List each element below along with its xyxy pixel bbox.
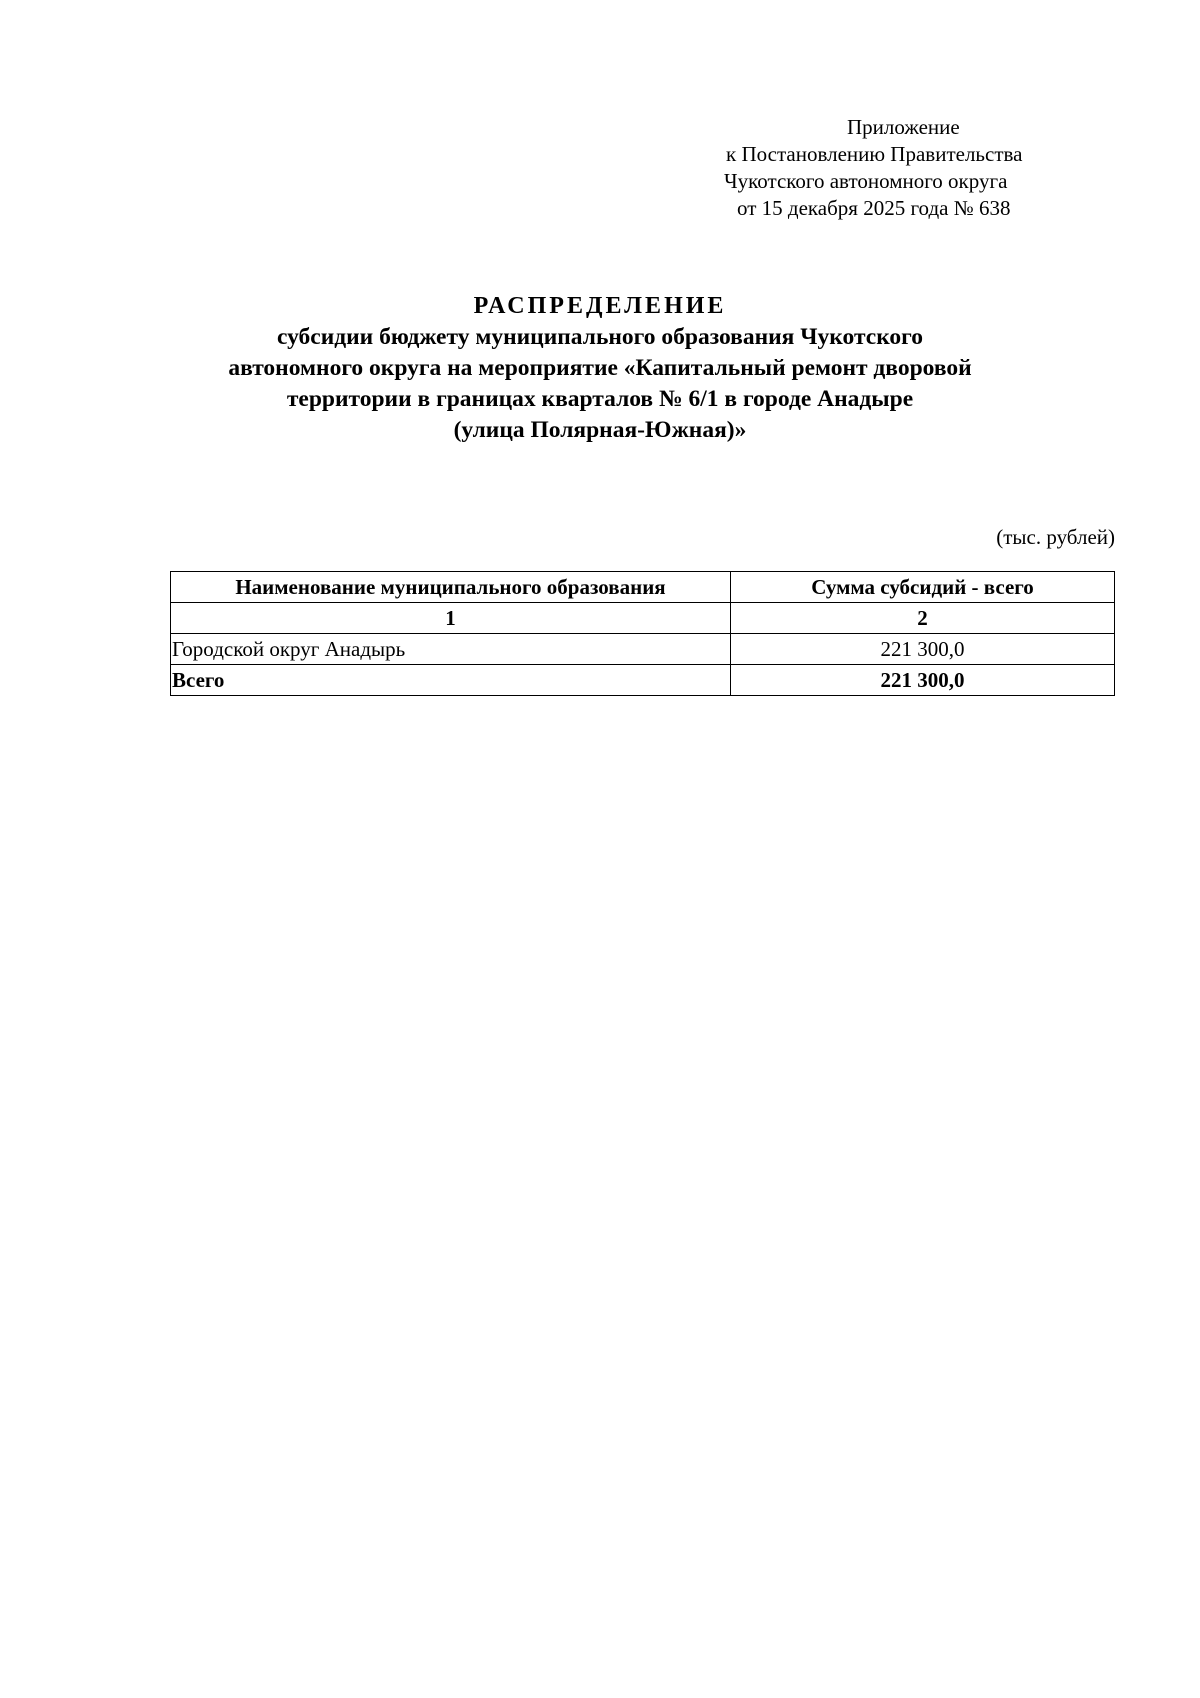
table-header-row xyxy=(171,572,1115,603)
appendix-line-4: от 15 декабря 2025 года № 638 xyxy=(737,196,1011,220)
document-title xyxy=(150,291,1050,446)
title-main: РАСПРЕДЕЛЕНИЕ xyxy=(473,293,727,319)
appendix-line-3: Чукотского автономного округа xyxy=(724,169,1008,193)
total-row xyxy=(171,665,1115,696)
title-line-4: (улица Полярная-Южная)» xyxy=(453,417,747,443)
column-number-1: 1 xyxy=(171,603,731,634)
distribution-table xyxy=(170,571,1115,696)
appendix-line-2: к Постановлению Правительства xyxy=(726,142,1023,166)
header-amount: Сумма субсидий - всего xyxy=(731,572,1115,603)
title-line-2: автономного округа на мероприятие «Капитальный ремонт дворовой xyxy=(228,355,972,381)
table-row xyxy=(171,634,1115,665)
title-line-1: субсидии бюджету муниципального образования Чукотского xyxy=(276,324,924,350)
title-line-3: территории в границах кварталов № 6/1 в городе Анадыре xyxy=(286,386,914,412)
total-label: Всего xyxy=(171,665,731,696)
row-amount: 221 300,0 xyxy=(731,634,1115,665)
row-name: Городской округ Анадырь xyxy=(171,634,731,665)
column-number-row xyxy=(171,603,1115,634)
unit-label: (тыс. рублей) xyxy=(996,525,1115,549)
appendix-line-1: Приложение xyxy=(847,115,960,139)
total-amount: 221 300,0 xyxy=(731,665,1115,696)
header-name: Наименование муниципального образования xyxy=(171,572,731,603)
appendix-block xyxy=(720,114,1120,222)
column-number-2: 2 xyxy=(731,603,1115,634)
